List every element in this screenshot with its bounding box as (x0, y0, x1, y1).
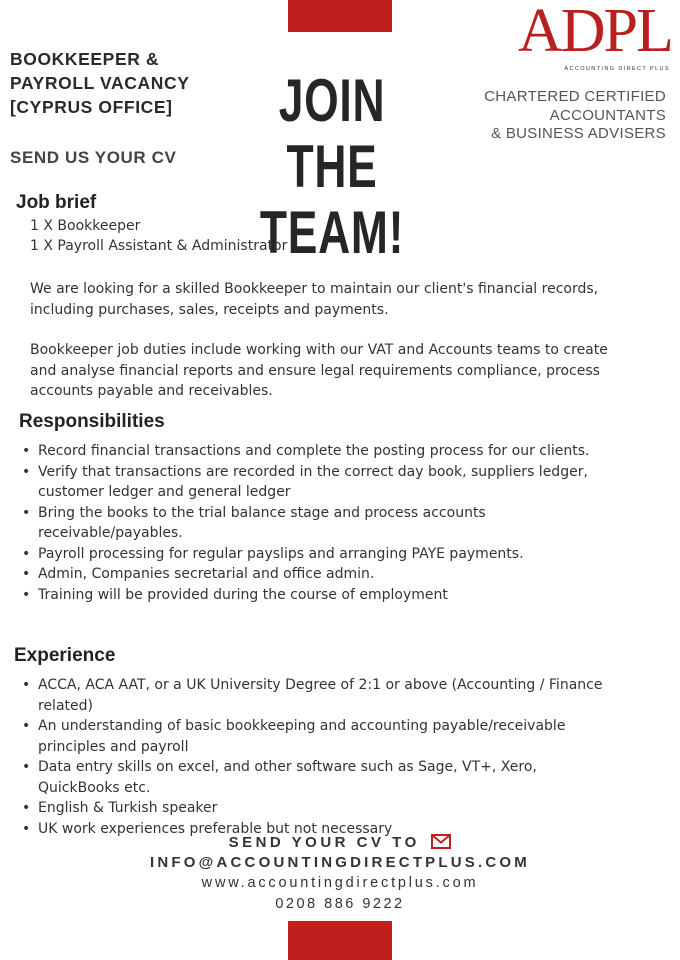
send-cv-to-line (90, 834, 590, 853)
chartered-line-2: ACCOUNTANTS (549, 106, 666, 124)
list-item: • English & Turkish speaker (22, 798, 612, 819)
vacancy-line-2: PAYROLL VACANCY (10, 73, 190, 93)
brief-paragraph-1: We are looking for a skilled Bookkeeper to maintain our client's financial records, including purchases, sales, receipts and payments. (30, 281, 599, 318)
list-item: • Data entry skills on excel, and other software such as Sage, VT+, Xero, QuickBooks etc. (22, 757, 612, 798)
list-item: • Record financial transactions and complete the posting process for our clients. (22, 441, 622, 462)
join-the-team-heading (258, 68, 406, 266)
send-cv-heading: SEND US YOUR CV (10, 148, 177, 167)
mail-icon (431, 834, 451, 853)
responsibilities-heading: Responsibilities (19, 411, 165, 432)
list-item: • Training will be provided during the course of employment (22, 585, 622, 606)
job-brief-heading: Job brief (16, 192, 97, 213)
list-item: • UK work experiences preferable but not necessary (22, 819, 612, 840)
experience-list (22, 675, 612, 839)
list-item: • Payroll processing for regular payslips and arranging PAYE payments. (22, 544, 622, 565)
list-item: • Bring the books to the trial balance stage and process accounts receivable/payables. (22, 503, 622, 544)
vacancy-line-1: BOOKKEEPER & (10, 49, 160, 69)
contact-phone: 0208 886 9222 (275, 896, 405, 912)
list-item: • Verify that transactions are recorded in the correct day book, suppliers ledger, customer ledger and general ledger (22, 462, 622, 503)
brief-item-payroll: 1 X Payroll Assistant & Administrator (30, 238, 288, 254)
chartered-line-1: CHARTERED CERTIFIED (484, 88, 666, 105)
bottom-red-bar (288, 921, 392, 960)
join-line-2: TEAM! (259, 199, 405, 266)
adpl-logo (518, 0, 676, 76)
list-item: • ACCA, ACA AAT, or a UK University Degree of 2:1 or above (Accounting / Finance related) (22, 675, 612, 716)
contact-website[interactable]: www.accountingdirectplus.com (201, 875, 479, 891)
send-cv-to-label: SEND YOUR CV TO (228, 834, 420, 851)
brief-paragraph-2: Bookkeeper job duties include working with our VAT and Accounts teams to create and analyse financial reports and ensure legal requirements compliance, process accounts payable and receivables. (30, 342, 608, 399)
list-item: • Admin, Companies secretarial and office admin. (22, 564, 622, 585)
list-item: • An understanding of basic bookkeeping and accounting payable/receivable principles and payroll (22, 716, 612, 757)
responsibilities-list (22, 441, 622, 605)
experience-heading: Experience (14, 645, 116, 666)
chartered-line-3: & BUSINESS ADVISERS (491, 125, 666, 142)
brief-item-bookkeeper: 1 X Bookkeeper (30, 218, 141, 234)
logo-text: ADPL (518, 0, 672, 65)
join-line-1: JOIN THE (278, 67, 386, 200)
logo-subtitle: ACCOUNTING DIRECT PLUS (564, 66, 670, 72)
top-red-bar (288, 0, 392, 32)
chartered-tagline (446, 88, 666, 144)
vacancy-line-3: [CYPRUS OFFICE] (10, 97, 173, 117)
contact-email[interactable]: INFO@ACCOUNTINGDIRECTPLUS.COM (150, 854, 530, 871)
vacancy-title (10, 47, 190, 119)
